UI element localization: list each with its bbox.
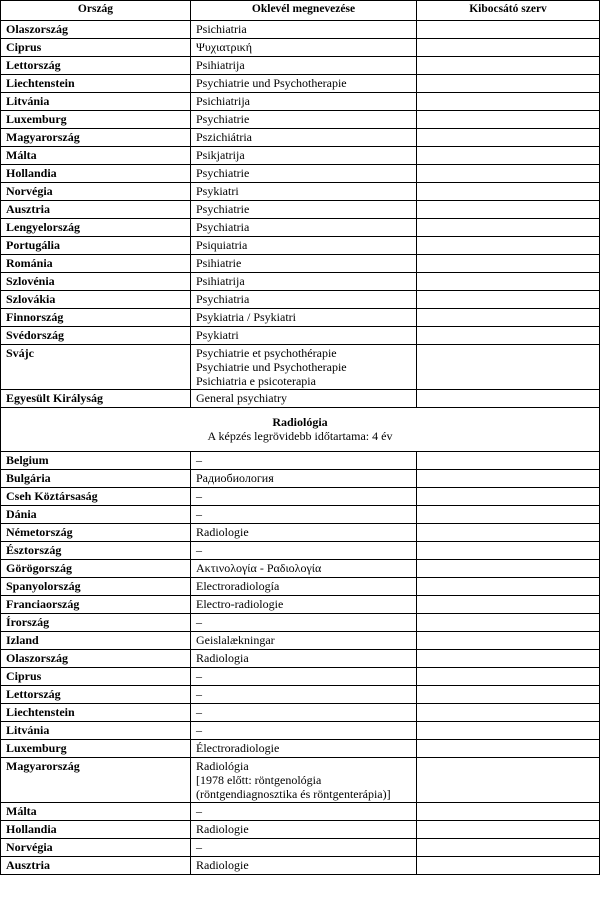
issuing-body-cell [417,39,600,57]
table-row [1,165,600,183]
table-row [1,614,600,632]
radiology-rows [1,452,600,875]
country-cell: Liechtenstein [1,75,191,93]
table-row [1,237,600,255]
country-cell: Portugália [1,237,191,255]
issuing-body-cell [417,821,600,839]
diploma-title-cell: General psychiatry [191,390,417,408]
diploma-title-cell: – [191,542,417,560]
issuing-body-cell [417,758,600,803]
diploma-title-cell: Psychiatrie et psychothérapie Psychiatrie und Psychotherapie Psichiatria e psicoterapia [191,345,417,390]
diploma-title-cell: Ακτινολογία - Ραδιολογία [191,560,417,578]
issuing-body-cell [417,596,600,614]
table-row [1,704,600,722]
issuing-body-cell [417,632,600,650]
issuing-body-cell [417,147,600,165]
table-row [1,506,600,524]
diploma-title-cell: – [191,686,417,704]
radiology-section [1,408,600,452]
country-cell: Izland [1,632,191,650]
table-row [1,147,600,165]
country-cell: Spanyolország [1,578,191,596]
issuing-body-cell [417,309,600,327]
issuing-body-cell [417,327,600,345]
table-row [1,524,600,542]
table-row [1,273,600,291]
table-row [1,309,600,327]
diploma-title-cell: Psykiatri [191,327,417,345]
issuing-body-cell [417,390,600,408]
diploma-title-cell: – [191,488,417,506]
diploma-title-cell: Psikjatrija [191,147,417,165]
diploma-title-cell: – [191,722,417,740]
diploma-title-cell: Радиобиология [191,470,417,488]
diploma-title-cell: Psichiatrija [191,93,417,111]
diploma-title-cell: Radiologie [191,857,417,875]
country-cell: Ausztria [1,857,191,875]
table-row [1,821,600,839]
country-cell: Cseh Köztársaság [1,488,191,506]
table-row [1,740,600,758]
table-row [1,452,600,470]
diploma-title-cell: Psychiatria [191,219,417,237]
country-cell: Ausztria [1,201,191,219]
country-cell: Svédország [1,327,191,345]
country-cell: Magyarország [1,758,191,803]
diploma-title-cell: Psykiatria / Psykiatri [191,309,417,327]
country-cell: Belgium [1,452,191,470]
country-cell: Bulgária [1,470,191,488]
table-row [1,686,600,704]
issuing-body-cell [417,614,600,632]
table-row [1,219,600,237]
psychiatry-rows [1,21,600,408]
country-cell: Franciaország [1,596,191,614]
diploma-title-cell: Psiquiatria [191,237,417,255]
country-cell: Hollandia [1,165,191,183]
table-row [1,488,600,506]
issuing-body-cell [417,578,600,596]
table-row [1,722,600,740]
header-country: Ország [1,1,191,21]
country-cell: Liechtenstein [1,704,191,722]
issuing-body-cell [417,129,600,147]
table-row [1,668,600,686]
country-cell: Hollandia [1,821,191,839]
table-row [1,75,600,93]
issuing-body-cell [417,857,600,875]
issuing-body-cell [417,704,600,722]
diploma-title-cell: Ψυχιατρική [191,39,417,57]
country-cell: Norvégia [1,183,191,201]
issuing-body-cell [417,201,600,219]
country-cell: Lettország [1,686,191,704]
country-cell: Litvánia [1,722,191,740]
issuing-body-cell [417,488,600,506]
country-cell: Luxemburg [1,740,191,758]
country-cell: Litvánia [1,93,191,111]
header-row [1,1,600,21]
diploma-title-cell: Radiologie [191,821,417,839]
issuing-body-cell [417,524,600,542]
country-cell: Németország [1,524,191,542]
table-row [1,255,600,273]
table-row [1,632,600,650]
table-row [1,560,600,578]
issuing-body-cell [417,75,600,93]
issuing-body-cell [417,57,600,75]
country-cell: Luxemburg [1,111,191,129]
diploma-title-cell: Psychiatrie und Psychotherapie [191,75,417,93]
issuing-body-cell [417,93,600,111]
table-row [1,201,600,219]
issuing-body-cell [417,506,600,524]
diploma-title-cell: Psichiatria [191,21,417,39]
header-diploma-title: Oklevél megnevezése [191,1,417,21]
country-cell: Ciprus [1,39,191,57]
issuing-body-cell [417,111,600,129]
diploma-title-cell: – [191,452,417,470]
issuing-body-cell [417,803,600,821]
table-row [1,291,600,309]
diploma-title-cell: Psychiatrie [191,201,417,219]
diploma-title-cell: – [191,803,417,821]
section-subtitle: A képzés legrövidebb időtartama: 4 év [207,429,393,443]
country-cell: Görögország [1,560,191,578]
country-cell: Málta [1,147,191,165]
table-row [1,129,600,147]
diploma-title-cell: Psychiatrie [191,165,417,183]
diploma-title-cell: Radiologie [191,524,417,542]
diploma-title-cell: – [191,668,417,686]
issuing-body-cell [417,165,600,183]
table-row [1,183,600,201]
table-row [1,857,600,875]
table-row [1,650,600,668]
country-cell: Észtország [1,542,191,560]
issuing-body-cell [417,542,600,560]
diploma-title-cell: – [191,704,417,722]
country-cell: Lettország [1,57,191,75]
issuing-body-cell [417,237,600,255]
diploma-title-cell: – [191,506,417,524]
country-cell: Málta [1,803,191,821]
country-cell: Olaszország [1,650,191,668]
table-row [1,21,600,39]
section-title: Radiológia [272,415,328,429]
diploma-title-cell: Électroradiologie [191,740,417,758]
country-cell: Írország [1,614,191,632]
issuing-body-cell [417,686,600,704]
table-row [1,39,600,57]
diploma-title-cell: Psihiatrija [191,57,417,75]
issuing-body-cell [417,740,600,758]
table-row [1,596,600,614]
issuing-body-cell [417,291,600,309]
issuing-body-cell [417,470,600,488]
diploma-title-cell: Psychiatria [191,291,417,309]
section-header-row [1,408,600,452]
country-cell: Finnország [1,309,191,327]
header-issuing-body: Kibocsátó szerv [417,1,600,21]
issuing-body-cell [417,219,600,237]
diploma-title-cell: Electroradiología [191,578,417,596]
country-cell: Svájc [1,345,191,390]
diploma-title-cell: Psykiatri [191,183,417,201]
issuing-body-cell [417,650,600,668]
issuing-body-cell [417,273,600,291]
table-row [1,803,600,821]
issuing-body-cell [417,345,600,390]
country-cell: Lengyelország [1,219,191,237]
issuing-body-cell [417,722,600,740]
country-cell: Dánia [1,506,191,524]
section-header [1,408,600,452]
table-row [1,345,600,390]
country-cell: Olaszország [1,21,191,39]
table-row [1,839,600,857]
table-row [1,93,600,111]
table-row [1,542,600,560]
diploma-title-cell: – [191,614,417,632]
country-cell: Ciprus [1,668,191,686]
diploma-title-cell: Geislalækningar [191,632,417,650]
country-cell: Egyesült Királyság [1,390,191,408]
issuing-body-cell [417,560,600,578]
table-row [1,758,600,803]
table-row [1,390,600,408]
diploma-title-cell: Pszichiátria [191,129,417,147]
country-cell: Románia [1,255,191,273]
diploma-title-cell: Psychiatrie [191,111,417,129]
table-row [1,57,600,75]
table-row [1,578,600,596]
issuing-body-cell [417,668,600,686]
diploma-title-cell: – [191,839,417,857]
issuing-body-cell [417,21,600,39]
issuing-body-cell [417,839,600,857]
issuing-body-cell [417,183,600,201]
table-row [1,470,600,488]
table-row [1,327,600,345]
country-cell: Szlovákia [1,291,191,309]
diploma-title-cell: Radiológia [1978 előtt: röntgenológia (röntgendiagnosztika és röntgenterápia)] [191,758,417,803]
diploma-title-cell: Psihiatrija [191,273,417,291]
diploma-title-cell: Radiologia [191,650,417,668]
issuing-body-cell [417,255,600,273]
table-row [1,111,600,129]
issuing-body-cell [417,452,600,470]
diploma-title-cell: Electro-radiologie [191,596,417,614]
country-cell: Norvégia [1,839,191,857]
country-cell: Magyarország [1,129,191,147]
diploma-title-cell: Psihiatrie [191,255,417,273]
country-cell: Szlovénia [1,273,191,291]
